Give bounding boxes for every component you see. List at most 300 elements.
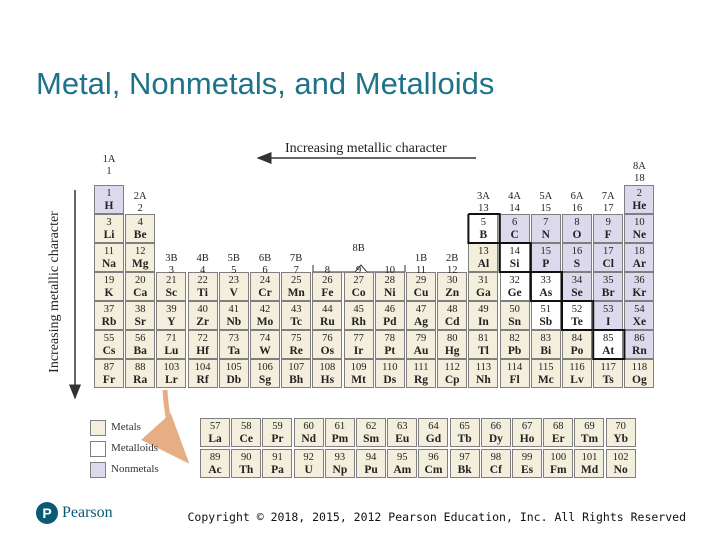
element-cell-u bbox=[294, 449, 324, 478]
element-symbol: Au bbox=[413, 345, 429, 357]
atomic-number: 107 bbox=[288, 362, 305, 373]
atomic-number: 24 bbox=[259, 275, 271, 286]
element-symbol: As bbox=[539, 287, 553, 299]
element-symbol: Dy bbox=[488, 433, 503, 445]
atomic-number: 20 bbox=[134, 275, 146, 286]
element-symbol: Ac bbox=[208, 464, 222, 476]
element-cell-h bbox=[94, 185, 124, 214]
element-cell-hs bbox=[312, 359, 342, 388]
element-symbol: Nb bbox=[226, 316, 242, 328]
atomic-number: 66 bbox=[490, 421, 502, 432]
group-label-letter: 2B bbox=[446, 253, 459, 264]
atomic-number: 8 bbox=[574, 217, 580, 228]
group-label bbox=[94, 154, 124, 178]
element-symbol: At bbox=[602, 345, 615, 357]
element-cell-br bbox=[593, 272, 623, 301]
atomic-number: 106 bbox=[257, 362, 273, 373]
atomic-number: 97 bbox=[459, 452, 470, 463]
element-cell-rf bbox=[188, 359, 218, 388]
element-symbol: Sn bbox=[508, 316, 521, 328]
group-label-letter: 4B bbox=[196, 253, 209, 264]
element-symbol: Rn bbox=[632, 345, 647, 357]
element-symbol: Ga bbox=[476, 287, 491, 299]
element-symbol: Sg bbox=[258, 374, 272, 386]
element-cell-nh bbox=[468, 359, 498, 388]
element-symbol: Am bbox=[393, 464, 412, 476]
atomic-number: 69 bbox=[584, 421, 595, 432]
element-cell-fl bbox=[500, 359, 530, 388]
atomic-number: 7 bbox=[543, 217, 549, 228]
element-cell-ba bbox=[125, 330, 155, 359]
atomic-number: 81 bbox=[478, 333, 489, 344]
group-label bbox=[531, 191, 561, 215]
atomic-number: 42 bbox=[259, 304, 271, 315]
element-symbol: Co bbox=[351, 287, 366, 299]
atomic-number: 5 bbox=[480, 217, 487, 228]
element-symbol: Ti bbox=[197, 287, 208, 299]
f-block-pointer bbox=[165, 390, 186, 460]
group-label bbox=[250, 253, 280, 277]
atomic-number: 54 bbox=[634, 304, 645, 315]
element-symbol: Tc bbox=[290, 316, 303, 328]
element-symbol: La bbox=[208, 433, 222, 445]
atomic-number: 3 bbox=[106, 217, 112, 228]
atomic-number: 79 bbox=[415, 333, 427, 344]
group-label-number: 2 bbox=[137, 203, 143, 214]
element-symbol: Rg bbox=[413, 374, 429, 386]
element-cell-es bbox=[512, 449, 542, 478]
element-symbol: Hg bbox=[444, 345, 460, 357]
element-cell-au bbox=[406, 330, 436, 359]
atomic-number: 46 bbox=[384, 304, 396, 315]
group-label bbox=[219, 253, 249, 277]
element-cell-si bbox=[500, 243, 530, 272]
element-symbol: Ag bbox=[413, 316, 429, 328]
element-cell-zr bbox=[188, 301, 218, 330]
atomic-number: 68 bbox=[553, 421, 564, 432]
atomic-number: 45 bbox=[353, 304, 364, 315]
atomic-number: 30 bbox=[446, 275, 458, 286]
element-cell-ga bbox=[468, 272, 498, 301]
element-cell-np bbox=[325, 449, 355, 478]
side-axis-label: Increasing metallic character bbox=[47, 211, 62, 373]
element-symbol: Hf bbox=[196, 345, 209, 357]
element-cell-se bbox=[562, 272, 592, 301]
atomic-number: 15 bbox=[540, 246, 552, 257]
atomic-number: 114 bbox=[506, 362, 523, 373]
atomic-number: 75 bbox=[290, 333, 302, 344]
element-cell-mc bbox=[531, 359, 561, 388]
element-symbol: Sm bbox=[363, 433, 380, 445]
element-cell-sg bbox=[250, 359, 280, 388]
top-axis-label: Increasing metallic character bbox=[285, 141, 447, 156]
element-symbol: Nh bbox=[476, 374, 491, 386]
group-label-letter: 5B bbox=[227, 253, 240, 264]
element-cell-ir bbox=[344, 330, 374, 359]
element-cell-ru bbox=[312, 301, 342, 330]
atomic-number: 71 bbox=[166, 333, 177, 344]
atomic-number: 12 bbox=[134, 246, 146, 257]
element-cell-mo bbox=[250, 301, 280, 330]
element-symbol: Na bbox=[101, 258, 117, 270]
element-symbol: Cp bbox=[444, 374, 460, 386]
atomic-number: 58 bbox=[241, 421, 252, 432]
group-label-number: 4 bbox=[199, 265, 206, 276]
element-cell-sr bbox=[125, 301, 155, 330]
group-label-letter: 3B bbox=[165, 253, 178, 264]
atomic-number: 36 bbox=[634, 275, 645, 286]
atomic-number: 96 bbox=[428, 452, 439, 463]
element-symbol: Mt bbox=[351, 374, 366, 386]
pearson-logo bbox=[36, 502, 113, 524]
atomic-number: 109 bbox=[350, 362, 367, 373]
group-label bbox=[156, 253, 186, 277]
group-label bbox=[312, 253, 342, 277]
element-symbol: Yb bbox=[613, 433, 629, 445]
element-symbol: Lr bbox=[165, 374, 178, 386]
element-symbol: Pr bbox=[271, 433, 284, 445]
atomic-number: 59 bbox=[272, 421, 283, 432]
atomic-number: 47 bbox=[415, 304, 427, 315]
element-cell-y bbox=[156, 301, 186, 330]
atomic-number: 112 bbox=[444, 362, 460, 373]
element-cell-f bbox=[593, 214, 623, 243]
element-cell-tl bbox=[468, 330, 498, 359]
group-label-number: 6 bbox=[262, 265, 268, 276]
element-symbol: Np bbox=[332, 464, 348, 476]
element-cell-xe bbox=[624, 301, 654, 330]
group-label-letter: 8B bbox=[352, 243, 365, 254]
atomic-number: 86 bbox=[634, 333, 645, 344]
element-symbol: Zr bbox=[196, 316, 209, 328]
element-cell-te bbox=[562, 301, 592, 330]
atomic-number: 84 bbox=[571, 333, 583, 344]
element-symbol: Lv bbox=[570, 374, 584, 386]
atomic-number: 34 bbox=[571, 275, 583, 286]
element-symbol: Fr bbox=[102, 374, 116, 386]
element-cell-sm bbox=[356, 418, 386, 447]
element-cell-cf bbox=[481, 449, 511, 478]
element-cell-dy bbox=[481, 418, 511, 447]
element-symbol: Tl bbox=[477, 345, 489, 357]
element-cell-la bbox=[200, 418, 230, 447]
element-symbol: Mo bbox=[256, 316, 274, 328]
atomic-number: 118 bbox=[631, 362, 648, 373]
element-cell-pr bbox=[262, 418, 292, 447]
atomic-number: 116 bbox=[569, 362, 585, 373]
element-symbol: Rf bbox=[196, 374, 209, 386]
element-symbol: Cr bbox=[258, 287, 272, 299]
atomic-number: 83 bbox=[540, 333, 552, 344]
element-cell-lu bbox=[156, 330, 186, 359]
atomic-number: 16 bbox=[571, 246, 583, 257]
legend-metal-label: Metals bbox=[111, 421, 141, 433]
element-symbol: Ra bbox=[133, 374, 148, 386]
element-symbol: Cu bbox=[413, 287, 429, 299]
group-label bbox=[344, 243, 374, 277]
group-label bbox=[562, 191, 592, 215]
atomic-number: 90 bbox=[241, 452, 252, 463]
element-symbol: Te bbox=[571, 316, 583, 328]
group-label-letter: 7B bbox=[290, 253, 303, 264]
atomic-number: 92 bbox=[303, 452, 314, 463]
group-label-number: 7 bbox=[293, 265, 299, 276]
element-cell-bi bbox=[531, 330, 561, 359]
element-cell-ds bbox=[375, 359, 405, 388]
element-cell-ar bbox=[624, 243, 654, 272]
element-cell-pu bbox=[356, 449, 386, 478]
element-cell-tb bbox=[450, 418, 480, 447]
atomic-number: 21 bbox=[166, 275, 177, 286]
element-cell-no bbox=[606, 449, 636, 478]
element-symbol: Kr bbox=[632, 287, 647, 299]
element-symbol: Fl bbox=[509, 374, 520, 386]
atomic-number: 99 bbox=[521, 452, 533, 463]
element-symbol: W bbox=[259, 345, 271, 357]
element-symbol: Rh bbox=[351, 316, 366, 328]
atomic-number: 93 bbox=[334, 452, 346, 463]
element-symbol: Os bbox=[320, 345, 335, 357]
atomic-number: 64 bbox=[428, 421, 439, 432]
element-cell-n bbox=[531, 214, 561, 243]
element-cell-c bbox=[500, 214, 530, 243]
atomic-number: 63 bbox=[397, 421, 408, 432]
element-cell-lr bbox=[156, 359, 186, 388]
element-symbol: Ta bbox=[227, 345, 240, 357]
element-cell-na bbox=[94, 243, 124, 272]
element-cell-ag bbox=[406, 301, 436, 330]
group-label-letter: 6A bbox=[570, 191, 584, 202]
element-cell-cl bbox=[593, 243, 623, 272]
element-symbol: Xe bbox=[632, 316, 647, 328]
atomic-number: 77 bbox=[353, 333, 364, 344]
element-symbol: Ce bbox=[239, 433, 253, 445]
group-label-number: 13 bbox=[478, 203, 489, 214]
element-symbol: Se bbox=[571, 287, 583, 299]
group-label-letter: 6B bbox=[258, 253, 272, 264]
element-symbol: Mg bbox=[131, 258, 149, 270]
element-symbol: Lu bbox=[164, 345, 179, 357]
atomic-number: 94 bbox=[365, 452, 377, 463]
element-cell-rh bbox=[344, 301, 374, 330]
element-symbol: Mc bbox=[537, 374, 554, 386]
group-label-letter: 1A bbox=[102, 154, 116, 165]
atomic-number: 113 bbox=[475, 362, 492, 373]
element-symbol: Th bbox=[239, 464, 254, 476]
element-cell-bk bbox=[450, 449, 480, 478]
group-label-letter: 1B bbox=[414, 253, 428, 264]
atomic-number: 67 bbox=[521, 421, 533, 432]
atomic-number: 95 bbox=[397, 452, 408, 463]
element-symbol: Pb bbox=[507, 345, 522, 357]
group-label-letter bbox=[375, 253, 405, 265]
group-label-number: 16 bbox=[571, 203, 583, 214]
legend-metal-swatch bbox=[90, 420, 106, 436]
element-symbol: Pt bbox=[384, 345, 396, 357]
element-cell-li bbox=[94, 214, 124, 243]
atomic-number: 10 bbox=[634, 217, 645, 228]
element-symbol: Mn bbox=[287, 287, 305, 299]
group-label bbox=[406, 253, 436, 277]
element-symbol: Db bbox=[226, 374, 242, 386]
element-cell-re bbox=[281, 330, 311, 359]
slide-title: Metal, Nonmetals, and Metalloids bbox=[36, 66, 495, 101]
atomic-number: 62 bbox=[365, 421, 377, 432]
element-cell-al bbox=[468, 243, 498, 272]
atomic-number: 60 bbox=[303, 421, 314, 432]
atomic-number: 41 bbox=[228, 304, 240, 315]
group-label bbox=[125, 191, 155, 215]
pearson-wordmark: Pearson bbox=[62, 504, 113, 521]
element-symbol: No bbox=[613, 464, 628, 476]
element-symbol: Re bbox=[289, 345, 303, 357]
element-symbol: Tb bbox=[457, 433, 472, 445]
element-cell-nb bbox=[219, 301, 249, 330]
element-symbol: Li bbox=[103, 229, 115, 241]
element-symbol: Ts bbox=[602, 374, 614, 386]
element-cell-eu bbox=[387, 418, 417, 447]
atomic-number: 31 bbox=[478, 275, 489, 286]
legend-nonmetal-swatch bbox=[90, 462, 106, 478]
element-cell-po bbox=[562, 330, 592, 359]
element-symbol: In bbox=[477, 316, 489, 328]
element-cell-he bbox=[624, 185, 654, 214]
atomic-number: 26 bbox=[322, 275, 333, 286]
element-cell-k bbox=[94, 272, 124, 301]
element-symbol: O bbox=[572, 229, 582, 241]
element-cell-cd bbox=[437, 301, 467, 330]
atomic-number: 61 bbox=[334, 421, 346, 432]
group-label bbox=[281, 253, 311, 277]
element-symbol: Hs bbox=[320, 374, 335, 386]
element-cell-s bbox=[562, 243, 592, 272]
atomic-number: 51 bbox=[540, 304, 552, 315]
atomic-number: 65 bbox=[459, 421, 470, 432]
element-cell-pb bbox=[500, 330, 530, 359]
atomic-number: 73 bbox=[228, 333, 240, 344]
element-cell-o bbox=[562, 214, 592, 243]
atomic-number: 23 bbox=[228, 275, 240, 286]
group-label-number: 17 bbox=[602, 203, 614, 214]
atomic-number: 74 bbox=[259, 333, 271, 344]
element-cell-at bbox=[593, 330, 623, 359]
group-label bbox=[468, 191, 498, 215]
group-label-number: 9 bbox=[355, 265, 362, 276]
element-cell-gd bbox=[418, 418, 448, 447]
element-cell-ts bbox=[593, 359, 623, 388]
element-symbol: Og bbox=[632, 374, 647, 386]
atomic-number: 43 bbox=[290, 304, 302, 315]
group-label-letter: 5A bbox=[539, 191, 553, 202]
element-symbol: Bi bbox=[540, 345, 552, 357]
element-symbol: Pu bbox=[364, 464, 378, 476]
element-symbol: Tm bbox=[580, 433, 599, 445]
element-symbol: Be bbox=[133, 229, 147, 241]
element-symbol: C bbox=[510, 229, 519, 241]
element-cell-fr bbox=[94, 359, 124, 388]
group-label bbox=[500, 191, 530, 215]
atomic-number: 17 bbox=[602, 246, 614, 257]
element-symbol: Cs bbox=[102, 345, 116, 357]
element-symbol: Pm bbox=[331, 433, 349, 445]
element-symbol: Ne bbox=[632, 229, 647, 241]
atomic-number: 52 bbox=[571, 304, 583, 315]
atomic-number: 32 bbox=[509, 275, 520, 286]
element-cell-mt bbox=[344, 359, 374, 388]
element-symbol: Ru bbox=[320, 316, 335, 328]
element-cell-as bbox=[531, 272, 561, 301]
element-cell-cm bbox=[418, 449, 448, 478]
group-label-number: 15 bbox=[540, 203, 552, 214]
atomic-number: 50 bbox=[509, 304, 520, 315]
atomic-number: 11 bbox=[103, 246, 115, 257]
atomic-number: 49 bbox=[478, 304, 489, 315]
element-cell-cs bbox=[94, 330, 124, 359]
atomic-number: 111 bbox=[413, 362, 429, 373]
atomic-number: 9 bbox=[605, 217, 611, 228]
element-symbol: S bbox=[573, 258, 581, 270]
element-cell-rn bbox=[624, 330, 654, 359]
element-symbol: Ca bbox=[133, 287, 148, 299]
element-cell-pm bbox=[325, 418, 355, 447]
element-cell-db bbox=[219, 359, 249, 388]
atomic-number: 103 bbox=[163, 362, 180, 373]
element-symbol: Ho bbox=[519, 433, 535, 445]
atomic-number: 18 bbox=[634, 246, 645, 257]
element-cell-ho bbox=[512, 418, 542, 447]
element-symbol: Pa bbox=[271, 464, 284, 476]
atomic-number: 4 bbox=[137, 217, 143, 228]
group-label-number: 5 bbox=[231, 265, 237, 276]
element-cell-rb bbox=[94, 301, 124, 330]
atomic-number: 39 bbox=[166, 304, 177, 315]
atomic-number: 85 bbox=[602, 333, 614, 344]
group-label bbox=[593, 191, 623, 215]
element-symbol: Ar bbox=[632, 258, 647, 270]
atomic-number: 1 bbox=[106, 188, 112, 199]
legend-nonmetal-label: Nonmetals bbox=[111, 463, 159, 475]
atomic-number: 28 bbox=[384, 275, 396, 286]
element-cell-fm bbox=[543, 449, 573, 478]
atomic-number: 48 bbox=[446, 304, 458, 315]
element-symbol: Sb bbox=[539, 316, 553, 328]
element-symbol: Br bbox=[601, 287, 615, 299]
group-label-number: 8 bbox=[324, 265, 331, 276]
atomic-number: 2 bbox=[636, 188, 643, 199]
legend-metalloid-label: Metalloids bbox=[111, 442, 159, 454]
atomic-number: 78 bbox=[384, 333, 396, 344]
element-symbol: H bbox=[104, 200, 114, 212]
element-symbol: Cm bbox=[424, 464, 443, 476]
group-label-number: 1 bbox=[106, 166, 112, 177]
atomic-number: 105 bbox=[225, 362, 242, 373]
element-symbol: Fm bbox=[549, 464, 567, 476]
atomic-number: 55 bbox=[103, 333, 115, 344]
element-symbol: Sc bbox=[165, 287, 178, 299]
element-cell-bh bbox=[281, 359, 311, 388]
element-cell-pa bbox=[262, 449, 292, 478]
atomic-number: 87 bbox=[103, 362, 115, 373]
element-cell-th bbox=[231, 449, 261, 478]
element-cell-lv bbox=[562, 359, 592, 388]
atomic-number: 108 bbox=[319, 362, 336, 373]
element-cell-md bbox=[574, 449, 604, 478]
element-symbol: Cd bbox=[444, 316, 460, 328]
element-cell-ge bbox=[500, 272, 530, 301]
group-label-letter bbox=[312, 253, 342, 265]
element-symbol: Ds bbox=[383, 374, 397, 386]
group-label-number: 14 bbox=[509, 203, 520, 214]
